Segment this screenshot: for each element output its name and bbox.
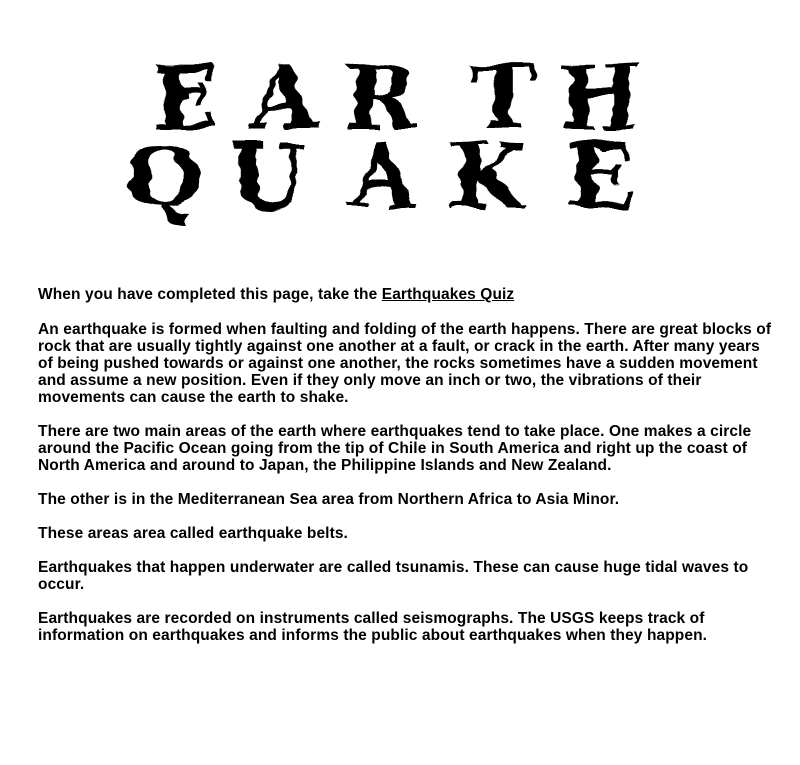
paragraph-seismographs: Earthquakes are recorded on instruments called seismographs. The USGS keeps track of information on earthquakes and informs the public about earthquakes when they happen. (38, 610, 708, 644)
paragraph-pacific-belt: There are two main areas of the earth where earthquakes tend to take place. One makes a circle around the Pacific Ocean going from the tip of Chile in South America and right up the coast of North America and around to Japan, the Philippine Islands and New Zealand. (38, 423, 752, 474)
title-letter-e: E (151, 45, 219, 149)
paragraph-earthquake-belts: These areas area called earthquake belts. (38, 525, 348, 542)
paragraph-tsunamis: Earthquakes that happen underwater are called tsunamis. These can cause huge tidal waves to occur. (38, 559, 749, 593)
title-letter-a: A (347, 125, 417, 229)
earthquakes-quiz-link[interactable]: Earthquakes Quiz (381, 286, 515, 303)
intro-line (38, 286, 778, 303)
intro-text: When you have completed this page, take the (38, 286, 382, 303)
title-letter-k: K (448, 125, 526, 229)
title-letter-e: E (566, 125, 634, 229)
paragraph-fault-formation: An earthquake is formed when faulting and folding of the earth happens. There are great blocks of rock that are usually tightly against one another at a fault, or crack in the earth. After many years of being pushed towards or against one another, the rocks sometimes have a sudden movement and assume a new position. Even if they only move an inch or two, the vibrations of their movements can cause the earth to shake. (38, 321, 772, 406)
paragraph-mediterranean: The other is in the Mediterranean Sea area from Northern Africa to Asia Minor. (38, 491, 620, 508)
main-content (38, 286, 778, 661)
title-art (0, 0, 800, 250)
title-letter-r: R (343, 45, 417, 149)
title-letter-h: H (558, 45, 642, 149)
title-letter-u: U (229, 125, 307, 229)
title-letter-t: T (470, 45, 536, 149)
title-letter-a: A (248, 45, 318, 149)
title-letter-q: Q (126, 125, 204, 229)
earthquake-wavy-title (0, 0, 800, 250)
